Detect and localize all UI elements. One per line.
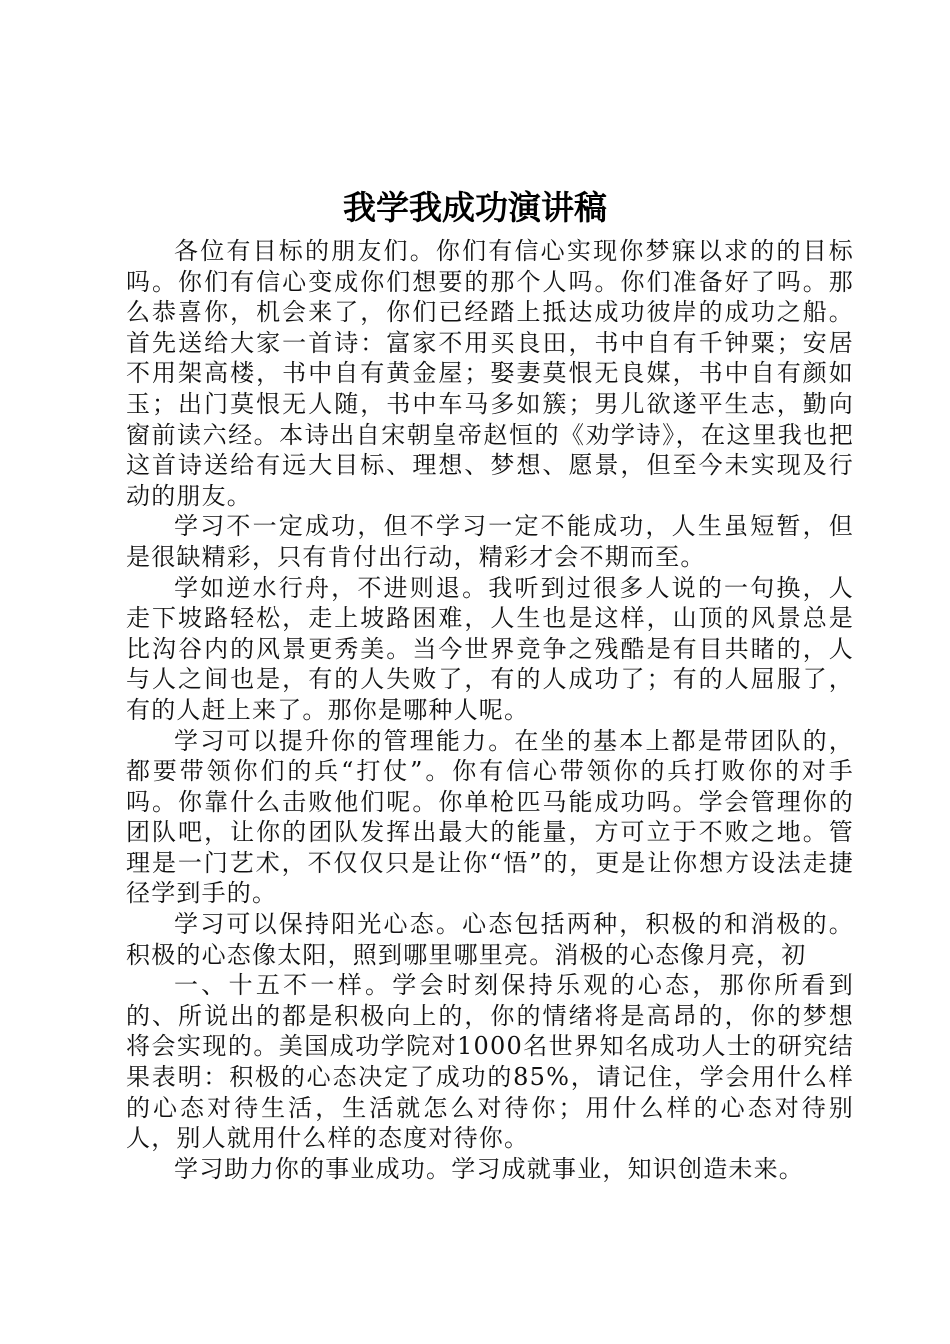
document-body (126, 236, 854, 1184)
paragraph: 一、十五不一样。学会时刻保持乐观的心态，那你所看到的、所说出的都是积极向上的，你的情绪将是高昂的，你的梦想将会实现的。美国成功学院对1000名世界知名成功人士的研究结果表明：积极的心态决定了成功的85%，请记住，学会用什么样的心态对待生活，生活就怎么对待你；用什么样的心态对待别人，别人就用什么样的态度对待你。 (126, 971, 854, 1153)
document-title: 我学我成功演讲稿 (343, 188, 607, 227)
paragraph: 学习助力你的事业成功。学习成就事业，知识创造未来。 (174, 1154, 804, 1183)
paragraph: 学习不一定成功，但不学习一定不能成功，人生虽短暂，但是很缺精彩，只有肯付出行动，精彩才会不期而至。 (126, 512, 854, 571)
paragraph: 各位有目标的朋友们。你们有信心实现你梦寐以求的的目标吗。你们有信心变成你们想要的那个人吗。你们准备好了吗。那么恭喜你，机会来了，你们已经踏上抵达成功彼岸的成功之船。首先送给大家一首诗：富家不用买良田，书中自有千钟粟；安居不用架高楼，书中自有黄金屋；娶妻莫恨无良媒，书中自有颜如玉；出门莫恨无人随，书中车马多如簇；男儿欲遂平生志，勤向窗前读六经。本诗出自宋朝皇帝赵恒的《劝学诗》，在这里我也把这首诗送给有远大目标、理想、梦想、愿景，但至今未实现及行动的朋友。 (126, 237, 854, 510)
paragraph: 学习可以保持阳光心态。心态包括两种，积极的和消极的。积极的心态像太阳，照到哪里哪里亮。消极的心态像月亮，初 (126, 910, 854, 969)
paragraph: 学习可以提升你的管理能力。在坐的基本上都是带团队的，都要带领你们的兵“打仗”。你有信心带领你的兵打败你的对手吗。你靠什么击败他们呢。你单枪匹马能成功吗。学会管理你的团队吧，让你的团队发挥出最大的能量，方可立于不败之地。管理是一门艺术，不仅仅只是让你“悟”的，更是让你想方设法走捷径学到手的。 (126, 726, 854, 908)
paragraph: 学如逆水行舟，不进则退。我听到过很多人说的一句换，人走下坡路轻松，走上坡路困难，人生也是这样，山顶的风景总是比沟谷内的风景更秀美。当今世界竞争之残酷是有目共睹的，人与人之间也是，有的人失败了，有的人成功了；有的人屈服了，有的人赶上来了。那你是哪种人呢。 (126, 573, 854, 724)
